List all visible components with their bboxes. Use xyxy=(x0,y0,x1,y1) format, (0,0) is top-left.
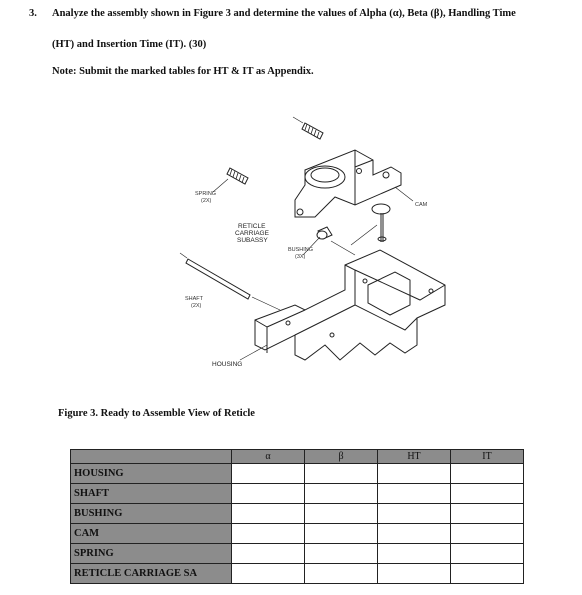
table-cell[interactable] xyxy=(451,564,524,584)
question-text-line2: (HT) and Insertion Time (IT). (30) xyxy=(52,39,207,50)
column-header-it: IT xyxy=(451,450,524,464)
question-number: 3. xyxy=(29,8,37,19)
row-label-housing: HOUSING xyxy=(71,464,232,484)
question-note: Note: Submit the marked tables for HT & IT as Appendix. xyxy=(52,66,314,77)
row-label-spring: SPRING xyxy=(71,544,232,564)
housing xyxy=(255,250,445,360)
row-label-bushing: BUSHING xyxy=(71,504,232,524)
table-cell[interactable] xyxy=(232,564,305,584)
shaft-label: SHAFT xyxy=(185,296,204,302)
table-corner-cell xyxy=(71,450,232,464)
table-cell[interactable] xyxy=(305,524,378,544)
table-cell[interactable] xyxy=(378,544,451,564)
bushing-qty: (3X) xyxy=(295,254,306,260)
column-header-alpha: α xyxy=(232,450,305,464)
table-cell[interactable] xyxy=(378,564,451,584)
table-cell[interactable] xyxy=(378,484,451,504)
table-cell[interactable] xyxy=(232,524,305,544)
table-cell[interactable] xyxy=(305,464,378,484)
table-row xyxy=(71,564,524,584)
question-text-line1: Analyze the assembly shown in Figure 3 and determine the values of Alpha (α), Beta (β), Handling Time xyxy=(52,8,516,19)
reticle-label-3: SUBASSY xyxy=(237,237,268,244)
table-row xyxy=(71,504,524,524)
bushing-label: BUSHING xyxy=(288,247,314,253)
table-cell[interactable] xyxy=(378,524,451,544)
table-cell[interactable] xyxy=(305,484,378,504)
table-cell[interactable] xyxy=(451,524,524,544)
reticle-label-2: CARRIAGE xyxy=(235,230,269,237)
table-row xyxy=(71,484,524,504)
table-cell[interactable] xyxy=(232,504,305,524)
assembly-figure xyxy=(155,105,460,380)
housing-label: HOUSING xyxy=(212,361,243,368)
table-cell[interactable] xyxy=(451,544,524,564)
table-cell[interactable] xyxy=(232,464,305,484)
shaft xyxy=(186,259,250,299)
table-cell[interactable] xyxy=(451,504,524,524)
row-label-shaft: SHAFT xyxy=(71,484,232,504)
answer-table xyxy=(70,449,524,584)
shaft-qty: (2X) xyxy=(191,303,202,309)
spring-label: SPRING xyxy=(195,191,217,197)
spring-qty: (2X) xyxy=(201,198,212,204)
table-row xyxy=(71,544,524,564)
cam-label: CAM xyxy=(415,202,428,208)
spring-top xyxy=(302,123,323,139)
table-cell[interactable] xyxy=(451,464,524,484)
table-cell[interactable] xyxy=(451,484,524,504)
reticle-label-1: RETICLE xyxy=(238,223,266,230)
column-header-ht: HT xyxy=(378,450,451,464)
table-row xyxy=(71,464,524,484)
figure-caption: Figure 3. Ready to Assemble View of Reticle xyxy=(58,408,255,419)
table-cell[interactable] xyxy=(305,564,378,584)
table-row xyxy=(71,524,524,544)
row-label-cam: CAM xyxy=(71,524,232,544)
column-header-beta: β xyxy=(305,450,378,464)
table-cell[interactable] xyxy=(232,544,305,564)
cam xyxy=(372,204,390,242)
table-cell[interactable] xyxy=(305,544,378,564)
table-header-row xyxy=(71,450,524,464)
row-label-reticle-carriage: RETICLE CARRIAGE SA xyxy=(71,564,232,584)
bushing xyxy=(317,227,332,239)
table-cell[interactable] xyxy=(378,504,451,524)
table-cell[interactable] xyxy=(232,484,305,504)
table-cell[interactable] xyxy=(378,464,451,484)
table-cell[interactable] xyxy=(305,504,378,524)
spring-left xyxy=(227,168,248,184)
